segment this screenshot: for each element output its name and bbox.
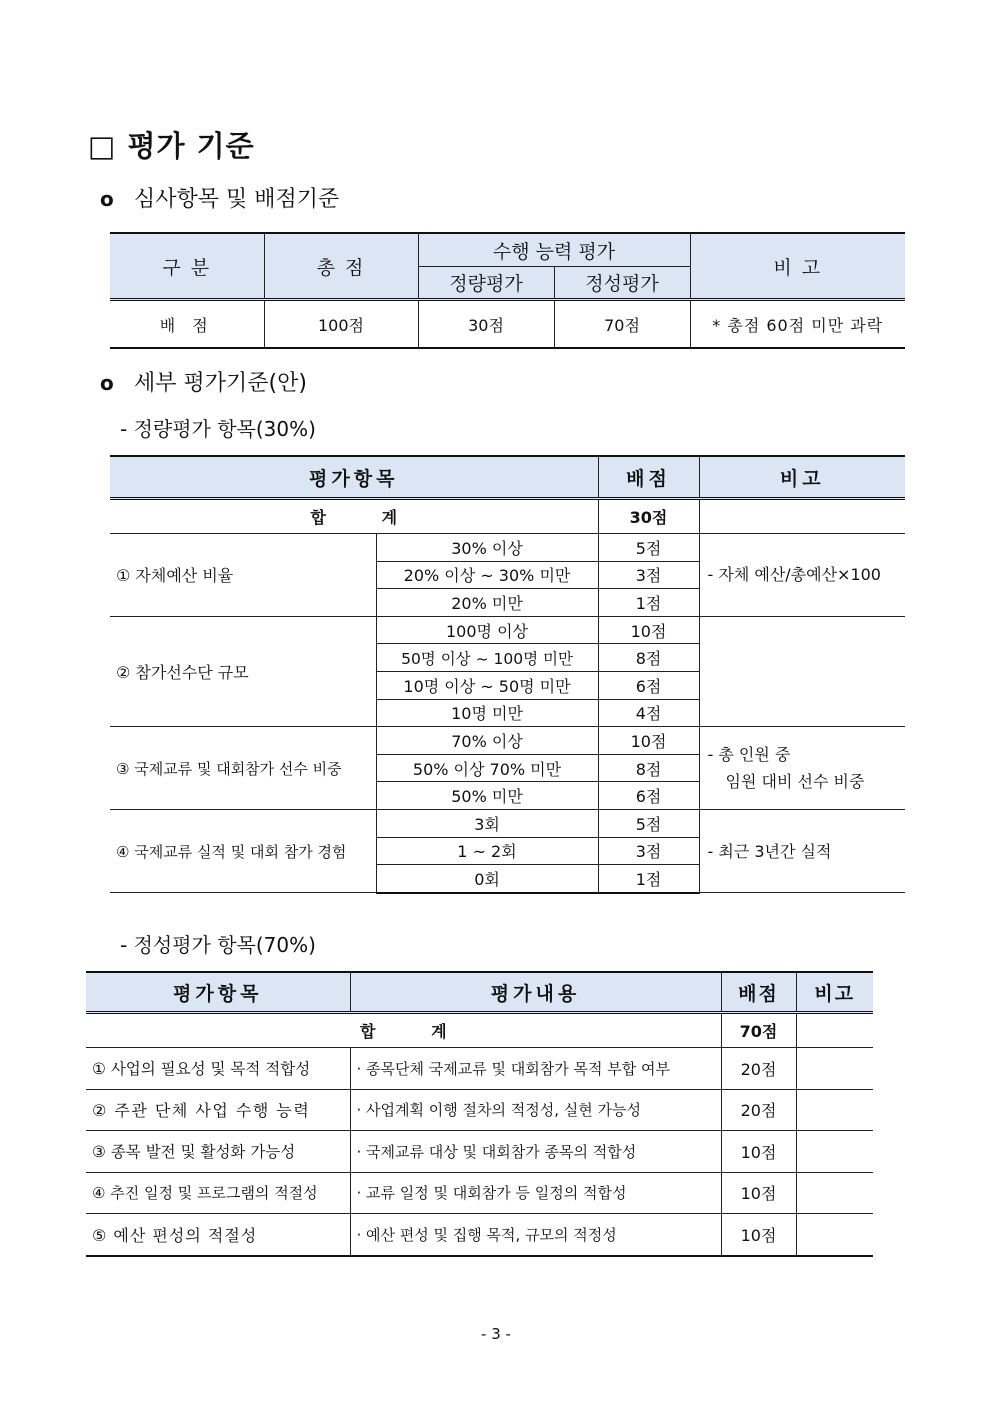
- criterion: 3회: [376, 809, 598, 837]
- qual-remarks: [796, 1131, 873, 1173]
- criterion: 0회: [376, 865, 598, 893]
- qual-item: ② 주관 단체 사업 수행 능력: [86, 1089, 350, 1131]
- qual-content: · 국제교류 대상 및 대회참가 종목의 적합성: [350, 1131, 721, 1173]
- section-heading-detail-criteria: [100, 366, 307, 397]
- quantitative-criteria-table: [110, 455, 905, 894]
- header-quantitative: 정량평가: [418, 267, 554, 300]
- qualitative-criteria-table: [86, 971, 873, 1257]
- header-score: 배점: [598, 456, 699, 499]
- header-performance: 수행 능력 평가: [418, 233, 690, 267]
- row-quantitative: 30점: [418, 300, 554, 349]
- qual-content: · 교류 일정 및 대회참가 등 일정의 적합성: [350, 1172, 721, 1214]
- criterion: 70% 이상: [376, 727, 598, 755]
- score: 10점: [598, 727, 699, 755]
- qual-content: · 종목단체 국제교류 및 대회참가 목적 부합 여부: [350, 1048, 721, 1090]
- score: 10점: [598, 616, 699, 644]
- sum-remarks: [699, 499, 905, 534]
- criterion: 30% 이상: [376, 534, 598, 562]
- header-category: 구 분: [110, 233, 264, 300]
- bullet-marker: o: [100, 371, 114, 395]
- qual-remarks: [796, 1172, 873, 1214]
- score: 8점: [598, 644, 699, 672]
- sum-score: 30점: [598, 499, 699, 534]
- criterion: 50% 이상 70% 미만: [376, 754, 598, 782]
- score: 1점: [598, 865, 699, 893]
- section-title: 심사항목 및 배점기준: [134, 187, 340, 212]
- criterion: 50명 이상 ~ 100명 미만: [376, 644, 598, 672]
- header-item: 평가항목: [86, 972, 350, 1013]
- header-item: 평가항목: [110, 456, 598, 499]
- sum-label: 합 계: [110, 499, 598, 534]
- criterion: 10명 미만: [376, 699, 598, 727]
- page-heading: □ 평가 기준: [88, 129, 255, 163]
- row-label: 배 점: [110, 300, 264, 349]
- page-number: - 3 -: [481, 1325, 511, 1343]
- item-team-size: ② 참가선수단 규모: [110, 616, 376, 726]
- row-remarks: * 총점 60점 미만 과락: [690, 300, 905, 349]
- qual-score: 20점: [721, 1048, 796, 1090]
- qual-score: 10점: [721, 1172, 796, 1214]
- qual-item: ③ 종목 발전 및 활성화 가능성: [86, 1131, 350, 1173]
- header-qualitative: 정성평가: [554, 267, 690, 300]
- row-total: 100점: [264, 300, 418, 349]
- bullet-marker: o: [100, 187, 114, 211]
- qual-item: ⑤ 예산 편성의 적절성: [86, 1214, 350, 1256]
- score: 5점: [598, 809, 699, 837]
- item-self-budget: ① 자체예산 비율: [110, 534, 376, 617]
- score-summary-table: [110, 232, 905, 349]
- item-athlete-ratio: ③ 국제교류 및 대회참가 선수 비중: [110, 727, 376, 810]
- score: 1점: [598, 589, 699, 617]
- item-exchange-record: ④ 국제교류 실적 및 대회 참가 경험: [110, 809, 376, 892]
- sum-score: 70점: [721, 1013, 796, 1048]
- qual-item: ④ 추진 일정 및 프로그램의 적절성: [86, 1172, 350, 1214]
- qual-item: ① 사업의 필요성 및 목적 적합성: [86, 1048, 350, 1090]
- score: 8점: [598, 754, 699, 782]
- header-score: 배점: [721, 972, 796, 1013]
- header-remarks: 비고: [796, 972, 873, 1013]
- qual-score: 20점: [721, 1089, 796, 1131]
- qual-remarks: [796, 1214, 873, 1256]
- sum-label: 합 계: [86, 1013, 721, 1048]
- section-heading-review-items: [100, 182, 339, 213]
- row-qualitative: 70점: [554, 300, 690, 349]
- quantitative-heading: - 정량평가 항목(30%): [120, 417, 316, 441]
- criterion: 100명 이상: [376, 616, 598, 644]
- note-team-size: [699, 616, 905, 726]
- criterion: 10명 이상 ~ 50명 미만: [376, 671, 598, 699]
- section-title: 세부 평가기준(안): [134, 371, 307, 396]
- header-total: 총 점: [264, 233, 418, 300]
- header-remarks: 비 고: [690, 233, 905, 300]
- score: 5점: [598, 534, 699, 562]
- note-line: - 총 인원 중: [707, 745, 791, 765]
- score: 3점: [598, 837, 699, 865]
- score: 6점: [598, 671, 699, 699]
- note-self-budget: - 자체 예산/총예산×100: [699, 534, 905, 617]
- qual-score: 10점: [721, 1214, 796, 1256]
- qual-score: 10점: [721, 1131, 796, 1173]
- qual-content: · 사업계획 이행 절차의 적정성, 실현 가능성: [350, 1089, 721, 1131]
- note-athlete-ratio: [699, 727, 905, 810]
- criterion: 20% 미만: [376, 589, 598, 617]
- qual-content: · 예산 편성 및 집행 목적, 규모의 적정성: [350, 1214, 721, 1256]
- score: 3점: [598, 561, 699, 589]
- header-content: 평가내용: [350, 972, 721, 1013]
- qualitative-heading: - 정성평가 항목(70%): [120, 933, 316, 957]
- header-remarks: 비고: [699, 456, 905, 499]
- criterion: 20% 이상 ~ 30% 미만: [376, 561, 598, 589]
- qual-remarks: [796, 1048, 873, 1090]
- note-exchange-record: - 최근 3년간 실적: [699, 809, 905, 892]
- note-line: 임원 대비 선수 비중: [725, 772, 865, 792]
- sum-remarks: [796, 1013, 873, 1048]
- score: 4점: [598, 699, 699, 727]
- qual-remarks: [796, 1089, 873, 1131]
- score: 6점: [598, 782, 699, 810]
- criterion: 50% 미만: [376, 782, 598, 810]
- criterion: 1 ~ 2회: [376, 837, 598, 865]
